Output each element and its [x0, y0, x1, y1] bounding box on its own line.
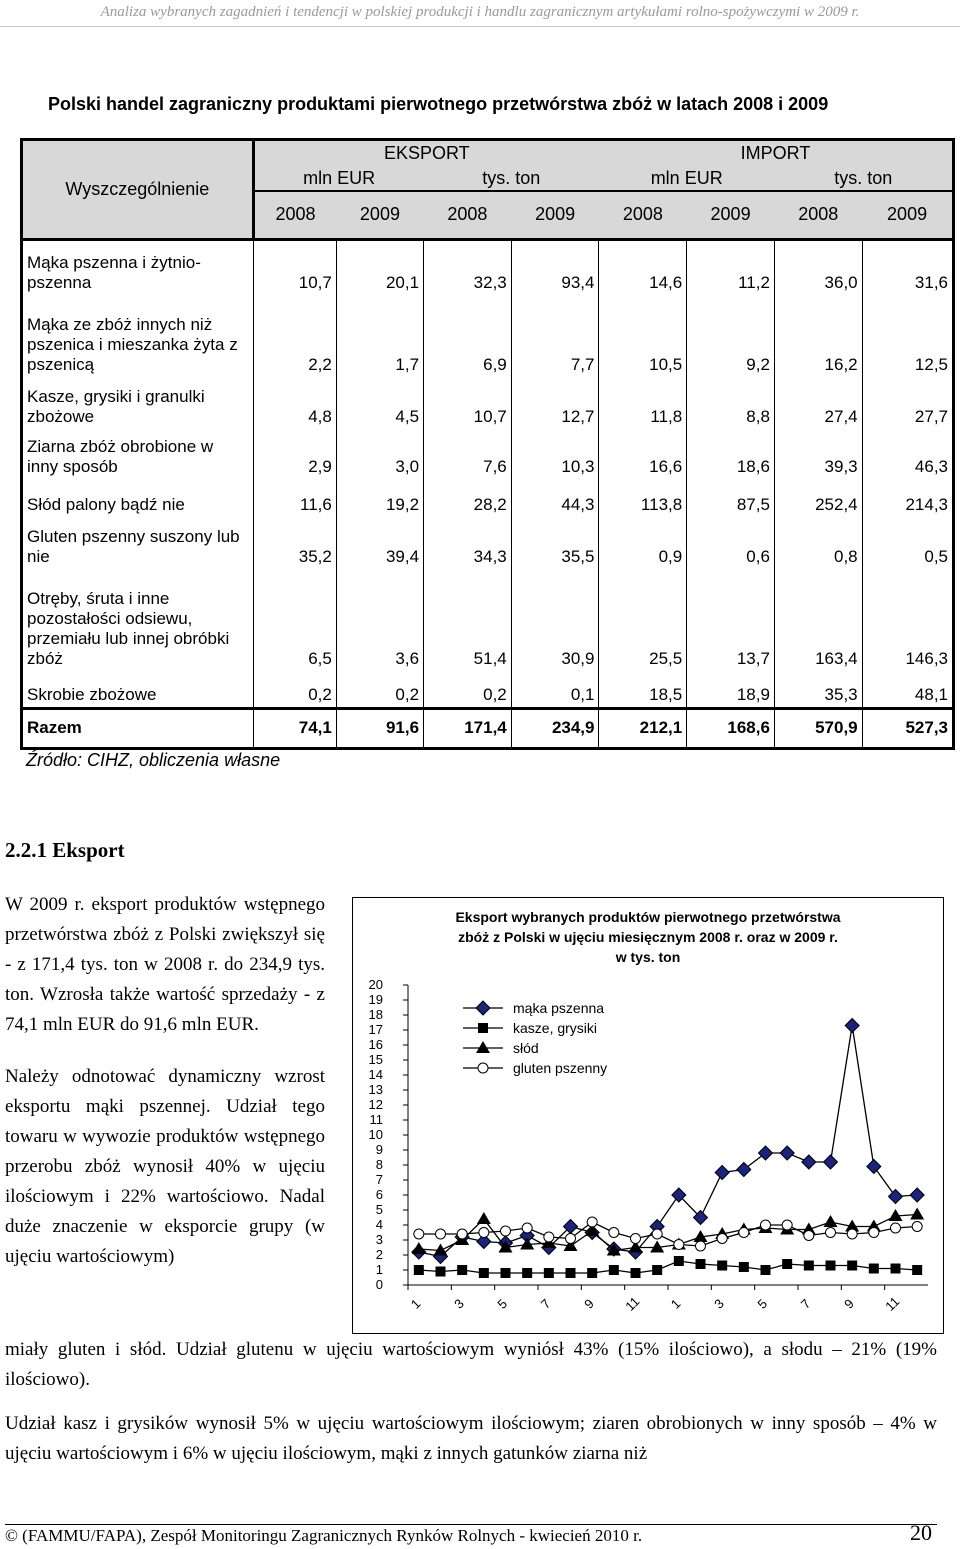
- x-tick-label: 7: [537, 1295, 554, 1312]
- data-point: [434, 1244, 448, 1256]
- data-point: [652, 1265, 662, 1275]
- table-cell: 32,3: [424, 240, 512, 295]
- table-body: [22, 240, 954, 749]
- row-label: Mąka pszenna i żytnio-pszenna: [22, 240, 254, 295]
- y-tick-label: 14: [368, 1067, 383, 1082]
- table-cell: 91,6: [336, 709, 423, 749]
- legend-marker: [478, 1023, 488, 1033]
- data-point: [717, 1234, 727, 1244]
- table-cell: 6,5: [253, 569, 336, 671]
- row-label: Kasze, grysiki i granulki zbożowe: [22, 377, 254, 429]
- table-cell: 0,8: [774, 517, 862, 569]
- data-point: [891, 1223, 901, 1233]
- data-point: [737, 1163, 751, 1177]
- legend-label: mąka pszenna: [513, 1000, 605, 1016]
- export-chart: [352, 897, 944, 1334]
- table-cell: 44,3: [511, 479, 599, 517]
- year-header: 2009: [336, 191, 423, 240]
- data-point: [414, 1265, 424, 1275]
- left-text-column: [5, 890, 325, 1294]
- data-point: [652, 1229, 662, 1239]
- table-cell: 46,3: [862, 429, 953, 479]
- y-tick-label: 2: [375, 1247, 383, 1262]
- data-point: [804, 1231, 814, 1241]
- page-footer: © (FAMMU/FAPA), Zespół Monitoringu Zagranicznych Rynków Rolnych - kwiecień 2010 r.: [5, 1526, 643, 1545]
- table-cell: 19,2: [336, 479, 423, 517]
- y-tick-label: 12: [368, 1097, 383, 1112]
- y-tick-label: 15: [368, 1052, 383, 1067]
- table-cell: 252,4: [774, 479, 862, 517]
- table-row: [22, 240, 954, 295]
- data-point: [696, 1241, 706, 1251]
- table-cell: 36,0: [774, 240, 862, 295]
- table-cell: 30,9: [511, 569, 599, 671]
- table-row: [22, 377, 954, 429]
- data-point: [477, 1212, 491, 1224]
- data-point: [566, 1268, 576, 1278]
- table-cell: 146,3: [862, 569, 953, 671]
- y-tick-label: 17: [368, 1022, 383, 1037]
- table-cell: 7,7: [511, 295, 599, 377]
- x-tick-label: 11: [882, 1293, 903, 1314]
- x-tick-label: 5: [754, 1295, 771, 1312]
- table-cell: 527,3: [862, 709, 953, 749]
- table-cell: 0,6: [687, 517, 775, 569]
- row-label: Gluten pszenny suszony lub nie: [22, 517, 254, 569]
- table-cell: 14,6: [599, 240, 687, 295]
- data-point: [520, 1238, 534, 1250]
- data-point: [739, 1262, 749, 1272]
- table-cell: 6,9: [424, 295, 512, 377]
- trade-table: [20, 138, 955, 750]
- section-heading: 2.2.1 Eksport: [5, 838, 125, 862]
- table-cell: 9,2: [687, 295, 775, 377]
- data-point: [674, 1256, 684, 1266]
- data-point: [412, 1242, 426, 1254]
- table-cell: 234,9: [511, 709, 599, 749]
- page-number: 20: [910, 1520, 932, 1545]
- table-cell: 3,6: [336, 569, 423, 671]
- table-cell: 212,1: [599, 709, 687, 749]
- y-tick-label: 13: [368, 1082, 383, 1097]
- data-point: [715, 1166, 729, 1180]
- table-title: Polski handel zagraniczny produktami pierwotnego przetwórstwa zbóż w latach 2008 i 2009: [48, 94, 829, 114]
- body-text: [5, 1335, 937, 1483]
- unit-header: mln EUR: [253, 167, 423, 191]
- y-tick-label: 18: [368, 1007, 383, 1022]
- data-point: [912, 1265, 922, 1275]
- year-header: 2009: [862, 191, 953, 240]
- table-cell: 168,6: [687, 709, 775, 749]
- data-point: [631, 1268, 641, 1278]
- table-cell: 0,5: [862, 517, 953, 569]
- y-tick-label: 1: [375, 1262, 383, 1277]
- data-point: [847, 1261, 857, 1271]
- data-point: [761, 1220, 771, 1230]
- row-label: Słód palony bądź nie: [22, 479, 254, 517]
- row-label: Ziarna zbóż obrobione w inny sposób: [22, 429, 254, 479]
- paragraph: Należy odnotować dynamiczny wzrost eksportu mąki pszennej. Udział tego towaru w wywozie produktów wstępnego przerobu zbóż wynosił 40% w ujęciu ilościowym i 22% wartościowo. Nadal duże znaczenie w eksporcie grupy (w ujęciu wartościowym): [5, 1066, 325, 1267]
- data-point: [674, 1240, 684, 1250]
- data-point: [867, 1160, 881, 1174]
- legend-marker: [476, 1001, 490, 1015]
- data-point: [544, 1268, 554, 1278]
- data-point: [910, 1208, 924, 1220]
- chart-svg: [353, 898, 943, 1333]
- data-point: [802, 1155, 816, 1169]
- table-cell: 39,3: [774, 429, 862, 479]
- table-cell: 74,1: [253, 709, 336, 749]
- table-cell: 48,1: [862, 671, 953, 709]
- data-point: [609, 1265, 619, 1275]
- data-point: [824, 1215, 838, 1227]
- chart-title: zbóż z Polski w ujęciu miesięcznym 2008 r. oraz w 2009 r.: [458, 929, 838, 945]
- table-cell: 11,2: [687, 240, 775, 295]
- paragraph: W 2009 r. eksport produktów wstępnego przetwórstwa zbóż z Polski zwiększył się - z 171,4 tys. ton w 2008 r. do 234,9 tys. ton. Wzrosła także wartość sprzedaży - z 74,1 mln EUR do 91,6 mln EUR.: [5, 894, 325, 1035]
- table-cell: 11,8: [599, 377, 687, 429]
- table-cell: 18,9: [687, 671, 775, 709]
- legend-label: słód: [513, 1040, 539, 1056]
- chart-title: w tys. ton: [615, 949, 681, 965]
- data-point: [910, 1188, 924, 1202]
- table-total-row: [22, 709, 954, 749]
- unit-header: tys. ton: [424, 167, 599, 191]
- legend-label: gluten pszenny: [513, 1060, 608, 1076]
- data-point: [717, 1261, 727, 1271]
- y-tick-label: 9: [375, 1142, 383, 1157]
- data-point: [522, 1268, 532, 1278]
- table-cell: 27,7: [862, 377, 953, 429]
- data-point: [566, 1234, 576, 1244]
- y-tick-label: 0: [375, 1277, 383, 1292]
- table-cell: 35,3: [774, 671, 862, 709]
- table-row: [22, 429, 954, 479]
- table-cell: 0,2: [424, 671, 512, 709]
- data-point: [845, 1019, 859, 1033]
- data-point: [761, 1265, 771, 1275]
- table-cell: 10,3: [511, 429, 599, 479]
- table-cell: 35,2: [253, 517, 336, 569]
- legend-label: kasze, grysiki: [513, 1020, 598, 1036]
- unit-header: mln EUR: [599, 167, 774, 191]
- y-tick-label: 20: [368, 977, 383, 992]
- series-line: [419, 1215, 917, 1251]
- table-cell: 0,9: [599, 517, 687, 569]
- table-cell: 28,2: [424, 479, 512, 517]
- data-point: [587, 1268, 597, 1278]
- table-cell: 2,9: [253, 429, 336, 479]
- data-point: [544, 1232, 554, 1242]
- data-point: [869, 1264, 879, 1274]
- row-label: Otręby, śruta i inne pozostałości odsiewu, przemiału lub innej obróbki zbóż: [22, 569, 254, 671]
- table-row: [22, 295, 954, 377]
- table-cell: 0,2: [253, 671, 336, 709]
- y-tick-label: 8: [375, 1157, 383, 1172]
- table-row: [22, 671, 954, 709]
- data-point: [804, 1261, 814, 1271]
- x-tick-label: 1: [407, 1295, 424, 1312]
- data-point: [739, 1228, 749, 1238]
- data-point: [824, 1155, 838, 1169]
- table-cell: 0,2: [336, 671, 423, 709]
- data-point: [457, 1229, 467, 1239]
- data-point: [631, 1234, 641, 1244]
- row-label: Razem: [22, 709, 254, 749]
- paragraph: miały gluten i słód. Udział glutenu w ujęciu wartościowym wyniósł 43% (15% ilościowo), a słodu – 21% (19% ilościowo).: [5, 1339, 937, 1390]
- table-cell: 16,2: [774, 295, 862, 377]
- data-point: [847, 1229, 857, 1239]
- data-point: [891, 1264, 901, 1274]
- table-cell: 4,8: [253, 377, 336, 429]
- table-cell: 163,4: [774, 569, 862, 671]
- table-cell: 570,9: [774, 709, 862, 749]
- data-point: [609, 1228, 619, 1238]
- data-point: [889, 1209, 903, 1221]
- table-cell: 1,7: [336, 295, 423, 377]
- y-tick-label: 6: [375, 1187, 383, 1202]
- table-cell: 10,5: [599, 295, 687, 377]
- year-header: 2008: [424, 191, 512, 240]
- table-cell: 39,4: [336, 517, 423, 569]
- y-tick-label: 19: [368, 992, 383, 1007]
- table-cell: 93,4: [511, 240, 599, 295]
- table-cell: 0,1: [511, 671, 599, 709]
- table-cell: 11,6: [253, 479, 336, 517]
- table-source: Źródło: CIHZ, obliczenia własne: [26, 750, 281, 770]
- data-point: [436, 1267, 446, 1277]
- year-header: 2008: [599, 191, 687, 240]
- table-cell: 16,6: [599, 429, 687, 479]
- x-tick-label: 9: [581, 1295, 597, 1312]
- table-cell: 10,7: [424, 377, 512, 429]
- table-cell: 3,0: [336, 429, 423, 479]
- data-point: [869, 1228, 879, 1238]
- table-cell: 18,5: [599, 671, 687, 709]
- data-point: [522, 1223, 532, 1233]
- year-header: 2008: [253, 191, 336, 240]
- table-cell: 25,5: [599, 569, 687, 671]
- running-header: Analiza wybranych zagadnień i tendencji w polskiej produkcji i handlu zagranicznym artykułami rolno-spożywczymi w 2009 r.: [0, 0, 960, 27]
- table-cell: 12,7: [511, 377, 599, 429]
- legend-marker: [476, 1041, 490, 1053]
- data-point: [826, 1228, 836, 1238]
- table-cell: 87,5: [687, 479, 775, 517]
- y-tick-label: 5: [375, 1202, 383, 1217]
- row-label: Skrobie zbożowe: [22, 671, 254, 709]
- year-header: 2008: [774, 191, 862, 240]
- table-cell: 214,3: [862, 479, 953, 517]
- data-point: [457, 1265, 467, 1275]
- table-cell: 51,4: [424, 569, 512, 671]
- unit-header: tys. ton: [774, 167, 953, 191]
- data-point: [587, 1217, 597, 1227]
- table-cell: 4,5: [336, 377, 423, 429]
- data-point: [501, 1268, 511, 1278]
- data-point: [826, 1261, 836, 1271]
- x-tick-label: 7: [797, 1295, 814, 1312]
- y-tick-label: 3: [375, 1232, 383, 1247]
- data-point: [414, 1229, 424, 1239]
- data-point: [696, 1259, 706, 1269]
- data-point: [782, 1259, 792, 1269]
- data-point: [479, 1268, 489, 1278]
- stub-header: Wyszczególnienie: [22, 140, 254, 240]
- y-tick-label: 4: [375, 1217, 383, 1232]
- table-cell: 34,3: [424, 517, 512, 569]
- x-tick-label: 3: [711, 1295, 727, 1312]
- footer-rule: [5, 1524, 937, 1525]
- x-tick-label: 9: [841, 1295, 857, 1312]
- table-cell: 20,1: [336, 240, 423, 295]
- data-point: [780, 1146, 794, 1160]
- table-cell: 171,4: [424, 709, 512, 749]
- table-cell: 18,6: [687, 429, 775, 479]
- table-cell: 8,8: [687, 377, 775, 429]
- x-tick-label: 1: [667, 1295, 684, 1312]
- data-point: [436, 1229, 446, 1239]
- table-cell: 12,5: [862, 295, 953, 377]
- table-cell: 2,2: [253, 295, 336, 377]
- table-cell: 10,7: [253, 240, 336, 295]
- y-tick-label: 11: [369, 1112, 383, 1127]
- y-tick-label: 10: [368, 1127, 383, 1142]
- table-cell: 31,6: [862, 240, 953, 295]
- data-point: [501, 1226, 511, 1236]
- table-row: [22, 479, 954, 517]
- chart-title: Eksport wybranych produktów pierwotnego przetwórstwa: [455, 909, 841, 925]
- data-point: [912, 1222, 922, 1232]
- x-tick-label: 3: [451, 1295, 467, 1312]
- data-point: [782, 1220, 792, 1230]
- group-header-import: IMPORT: [599, 140, 954, 167]
- row-label: Mąka ze zbóż innych niż pszenica i mieszanka żyta z pszenicą: [22, 295, 254, 377]
- legend-marker: [478, 1063, 488, 1073]
- data-point: [479, 1228, 489, 1238]
- y-tick-label: 7: [375, 1172, 383, 1187]
- table-cell: 13,7: [687, 569, 775, 671]
- y-tick-label: 16: [368, 1037, 383, 1052]
- table-cell: 27,4: [774, 377, 862, 429]
- x-tick-label: 5: [494, 1295, 511, 1312]
- table-row: [22, 517, 954, 569]
- data-point: [759, 1146, 773, 1160]
- table-header-groups: [22, 140, 954, 167]
- year-header: 2009: [511, 191, 599, 240]
- paragraph: Udział kasz i grysików wynosił 5% w ujęciu wartościowym ilościowym; ziaren obrobionych w inny sposób – 4% w ujęciu wartościowym i 6% w ujęciu ilościowym, mąki z innych gatunków ziarna niż: [5, 1413, 937, 1464]
- series-line: [419, 1026, 917, 1257]
- x-tick-label: 11: [622, 1293, 643, 1314]
- table-row: [22, 569, 954, 671]
- data-point: [889, 1190, 903, 1204]
- table-cell: 35,5: [511, 517, 599, 569]
- year-header: 2009: [687, 191, 775, 240]
- group-header-export: EKSPORT: [253, 140, 599, 167]
- table-cell: 113,8: [599, 479, 687, 517]
- series-line: [419, 1261, 917, 1273]
- table-cell: 7,6: [424, 429, 512, 479]
